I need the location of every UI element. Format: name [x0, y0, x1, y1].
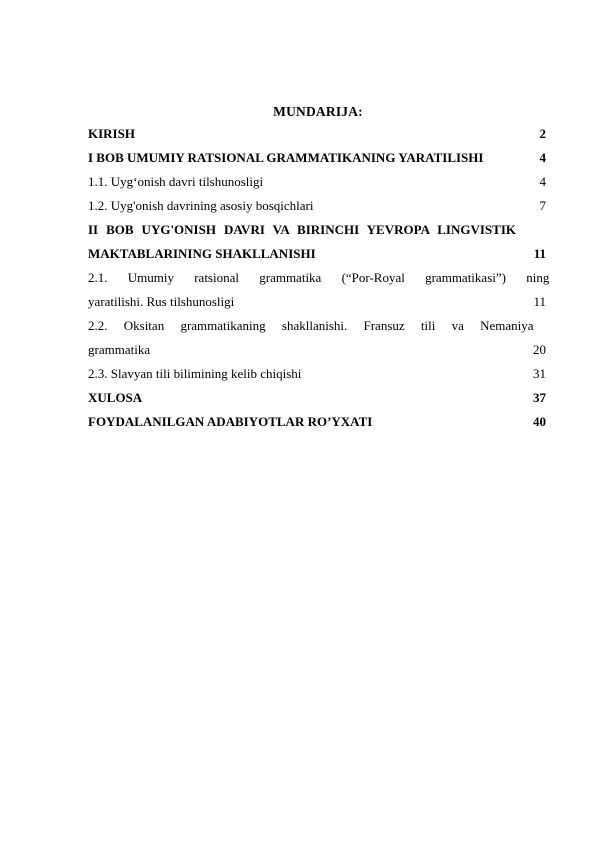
toc-entry-chapter-2	[88, 222, 546, 270]
toc-entry-page: 31	[533, 366, 546, 381]
toc-entry-page: 11	[533, 246, 546, 261]
toc-entry-page: 40	[533, 414, 546, 429]
toc-entry-text-line1: II BOB UYG'ONISH DAVRI VA BIRINCHI YEVROPA LINGVISTIK	[88, 222, 516, 237]
toc-title: MUNDARIJA:	[273, 104, 363, 119]
toc-entry-text-line2: yaratilishi. Rus tilshunosligi	[88, 294, 235, 309]
toc-entry-section-2-3	[88, 366, 546, 390]
toc-entry-page: 7	[539, 198, 546, 213]
toc-entry-page: 37	[533, 390, 546, 405]
toc-entry-page: 11	[533, 294, 546, 309]
toc-entry-page: 4	[539, 174, 546, 189]
toc-entry-text: XULOSA	[88, 390, 143, 405]
toc-entry-page: 20	[533, 342, 546, 357]
toc-entry-section-2-2	[88, 318, 546, 366]
toc-entry-text-line2: MAKTABLARINING SHAKLLANISHI	[88, 246, 316, 261]
toc-entry-text-line2: grammatika	[88, 342, 151, 357]
table-of-contents	[88, 126, 550, 438]
toc-entry-chapter-1	[88, 150, 546, 174]
toc-entry-text: 1.1. Uyg‘onish davri tilshunosligi	[88, 174, 264, 189]
toc-entry-text: I BOB UMUMIY RATSIONAL GRAMMATIKANING YARATILISHI	[88, 150, 484, 165]
toc-entry-text: KIRISH	[88, 126, 135, 141]
toc-entry-section-2-1	[88, 270, 550, 318]
toc-entry-section-1-1	[88, 174, 546, 198]
toc-entry-section-1-2	[88, 198, 546, 222]
toc-entry-text: 2.3. Slavyan tili bilimining kelib chiqishi	[88, 366, 302, 381]
toc-entry-page: 4	[539, 150, 546, 165]
toc-entry-text: FOYDALANILGAN ADABIYOTLAR RO’YXATI	[88, 414, 373, 429]
toc-entry-page: 2	[539, 126, 546, 141]
toc-entry-kirish	[88, 126, 546, 150]
toc-entry-text-line1: 2.1. Umumiy ratsional grammatika (“Por-Royal grammatikasi”) ning	[88, 270, 550, 285]
toc-entry-xulosa	[88, 390, 546, 414]
toc-entry-text-line1: 2.2. Oksitan grammatikaning shakllanishi. Fransuz tili va Nemaniya	[88, 318, 534, 333]
toc-entry-references	[88, 414, 546, 438]
toc-entry-text: 1.2. Uyg'onish davrining asosiy bosqichlari	[88, 198, 314, 213]
